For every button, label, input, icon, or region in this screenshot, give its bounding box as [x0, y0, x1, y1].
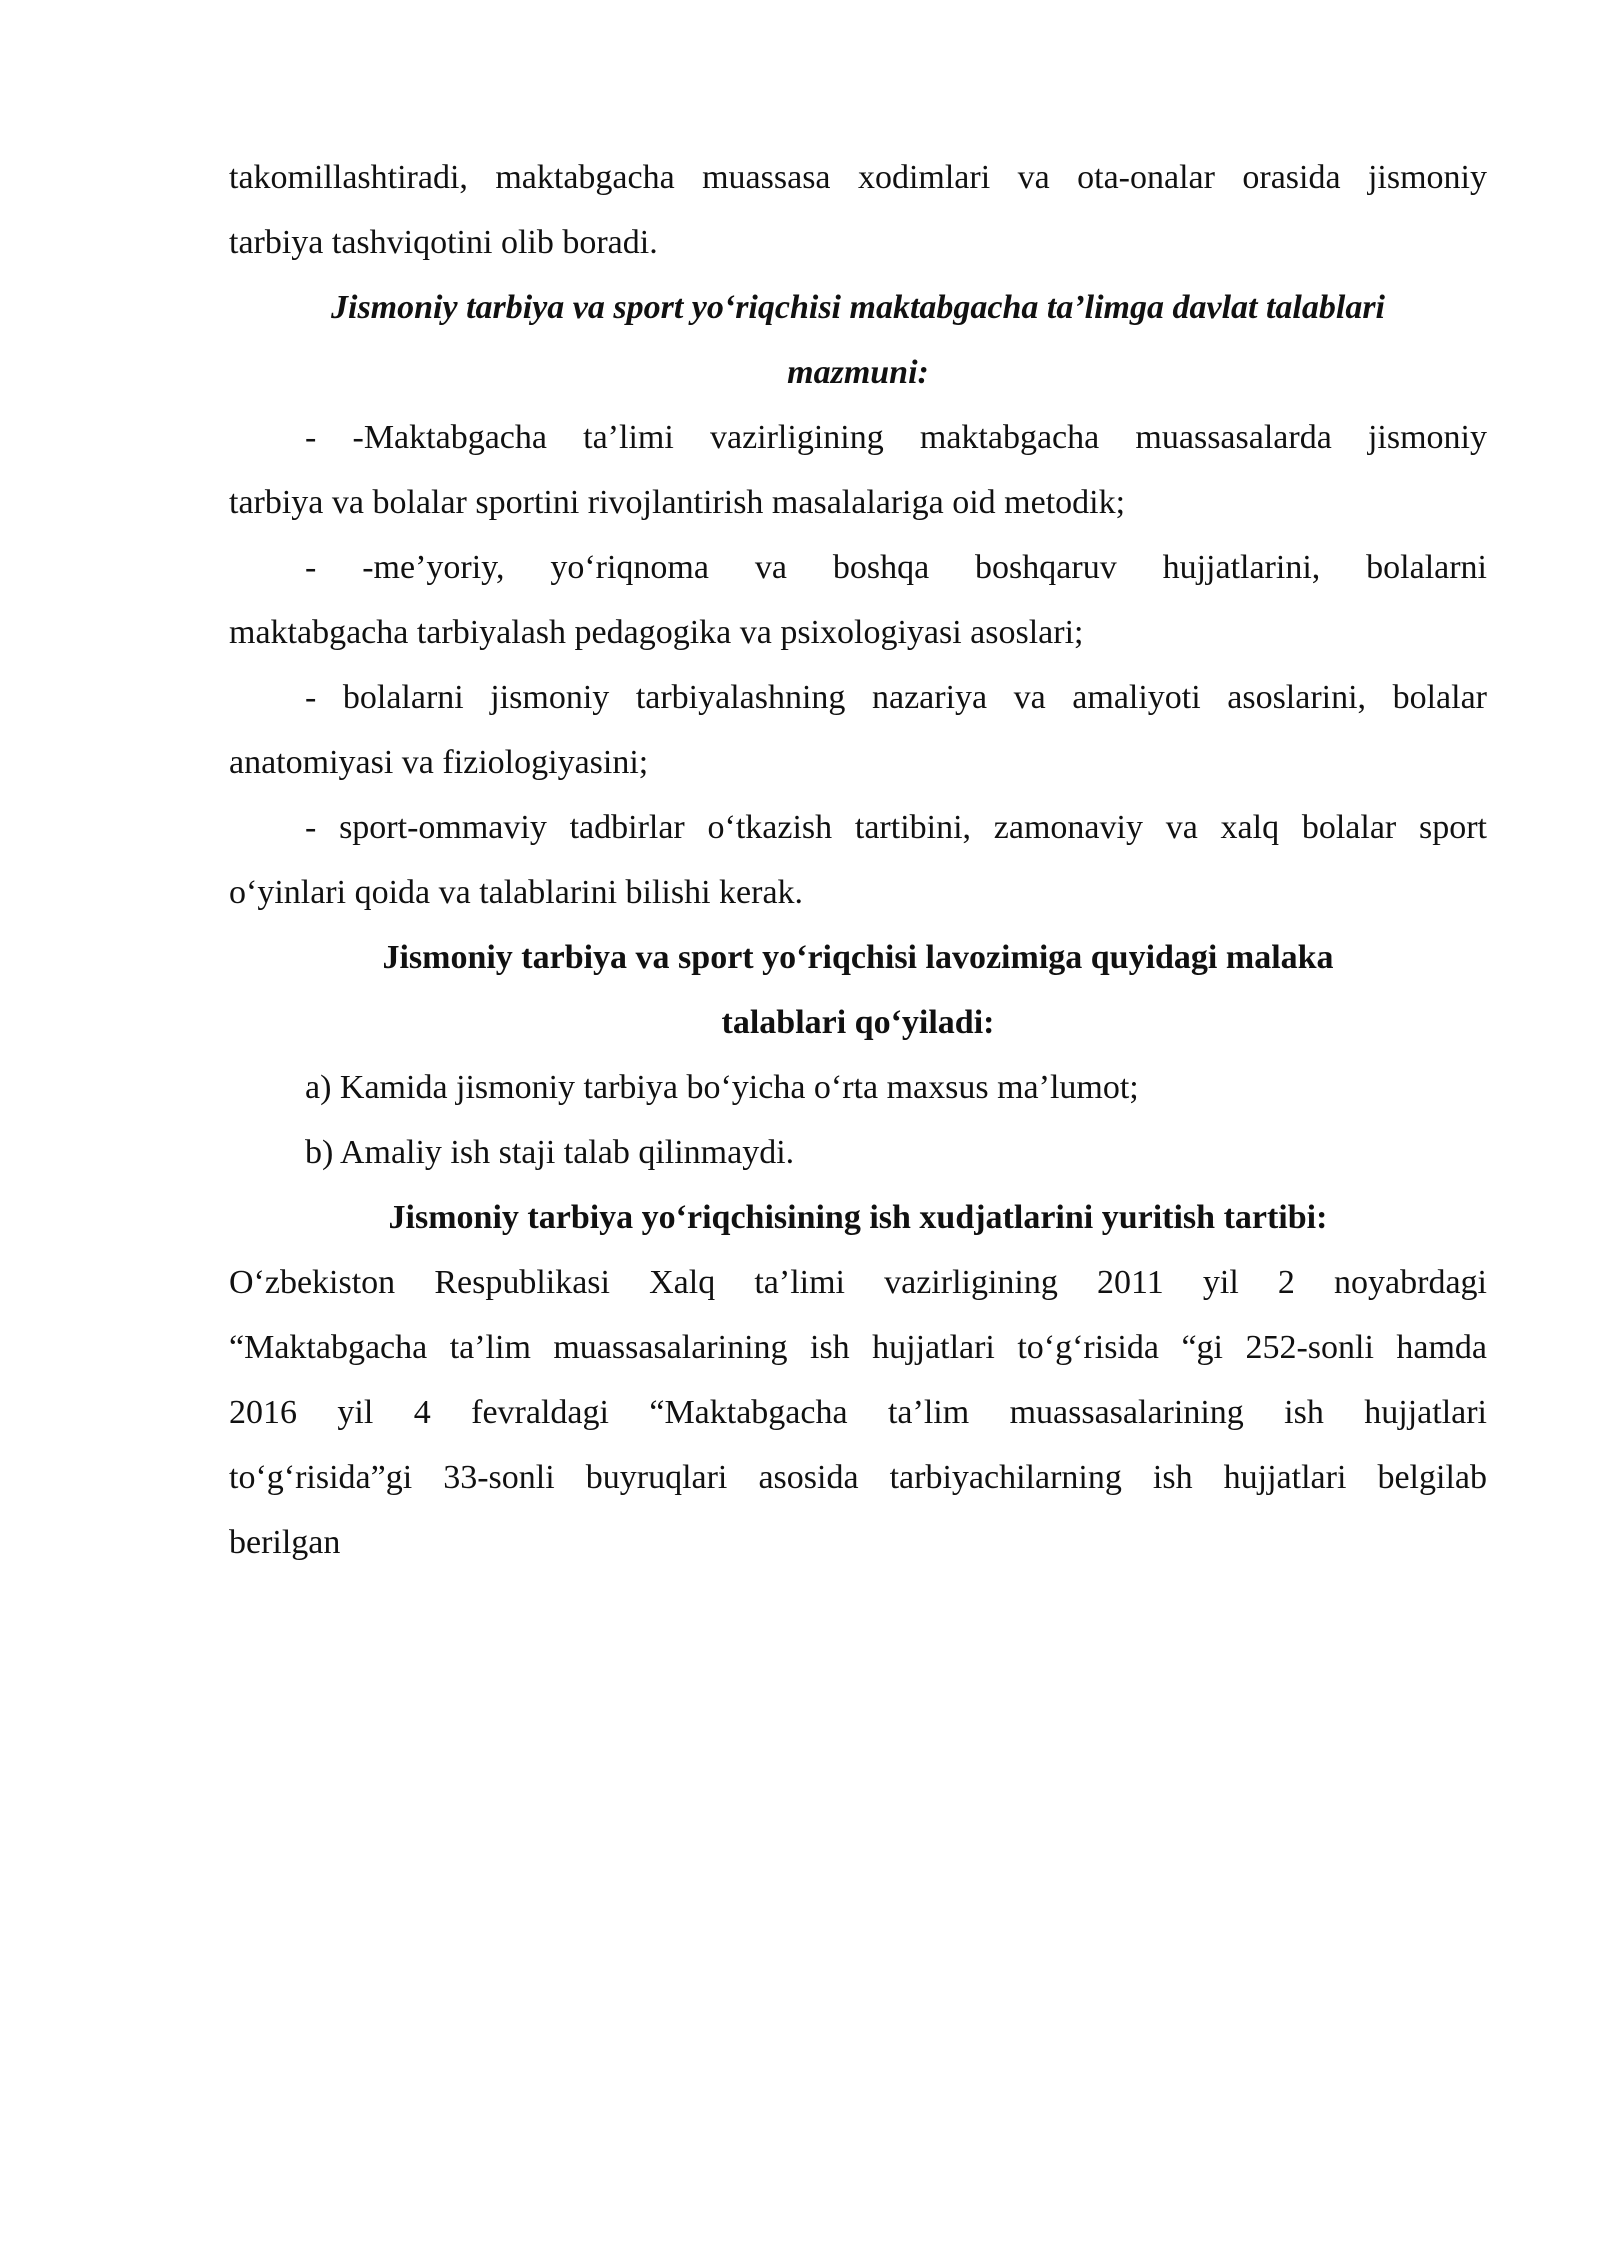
list-item: - -me’yoriy, yo‘riqnoma va boshqa boshqaruv hujjatlarini, bolalarni — [305, 549, 1487, 586]
list-item-continuation: o‘yinlari qoida va talablarini bilishi kerak. — [229, 874, 804, 911]
requirement-item: a) Kamida jismoniy tarbiya bo‘yicha o‘rta maxsus ma’lumot; — [305, 1069, 1139, 1106]
list-item-continuation: anatomiyasi va fiziologiyasini; — [229, 744, 649, 781]
paragraph-line: berilgan — [229, 1524, 341, 1561]
list-item: - sport-ommaviy tadbirlar o‘tkazish tartibini, zamonaviy va xalq bolalar sport — [305, 809, 1487, 846]
paragraph-line: “Maktabgacha ta’lim muassasalarining ish hujjatlari to‘g‘risida “gi 252-sonli hamda — [229, 1329, 1487, 1366]
document-body — [229, 145, 1487, 1575]
section-heading: mazmuni: — [787, 354, 929, 391]
section-heading: talablari qo‘yiladi: — [721, 1004, 995, 1041]
list-item: - bolalarni jismoniy tarbiyalashning nazariya va amaliyoti asoslarini, bolalar — [305, 679, 1487, 716]
section-heading: Jismoniy tarbiya yo‘riqchisining ish xudjatlarini yuritish tartibi: — [388, 1199, 1328, 1236]
list-item: - -Maktabgacha ta’limi vazirligining maktabgacha muassasalarda jismoniy — [305, 419, 1487, 456]
paragraph-line: takomillashtiradi, maktabgacha muassasa xodimlari va ota-onalar orasida jismoniy — [229, 159, 1487, 196]
list-item-continuation: tarbiya va bolalar sportini rivojlantirish masalalariga oid metodik; — [229, 484, 1126, 521]
requirement-item: b) Amaliy ish staji talab qilinmaydi. — [305, 1134, 795, 1171]
paragraph-line: tarbiya tashviqotini olib boradi. — [229, 224, 658, 261]
section-heading: Jismoniy tarbiya va sport yo‘riqchisi lavozimiga quyidagi malaka — [382, 939, 1334, 976]
section-heading: Jismoniy tarbiya va sport yo‘riqchisi maktabgacha ta’limga davlat talablari — [331, 289, 1385, 326]
list-item-continuation: maktabgacha tarbiyalash pedagogika va psixologiyasi asoslari; — [229, 614, 1084, 651]
paragraph-line: 2016 yil 4 fevraldagi “Maktabgacha ta’lim muassasalarining ish hujjatlari — [229, 1394, 1487, 1431]
paragraph-line: to‘g‘risida”gi 33-sonli buyruqlari asosida tarbiyachilarning ish hujjatlari belgilab — [229, 1459, 1487, 1496]
paragraph-line: O‘zbekiston Respublikasi Xalq ta’limi vazirligining 2011 yil 2 noyabrdagi — [229, 1264, 1487, 1301]
